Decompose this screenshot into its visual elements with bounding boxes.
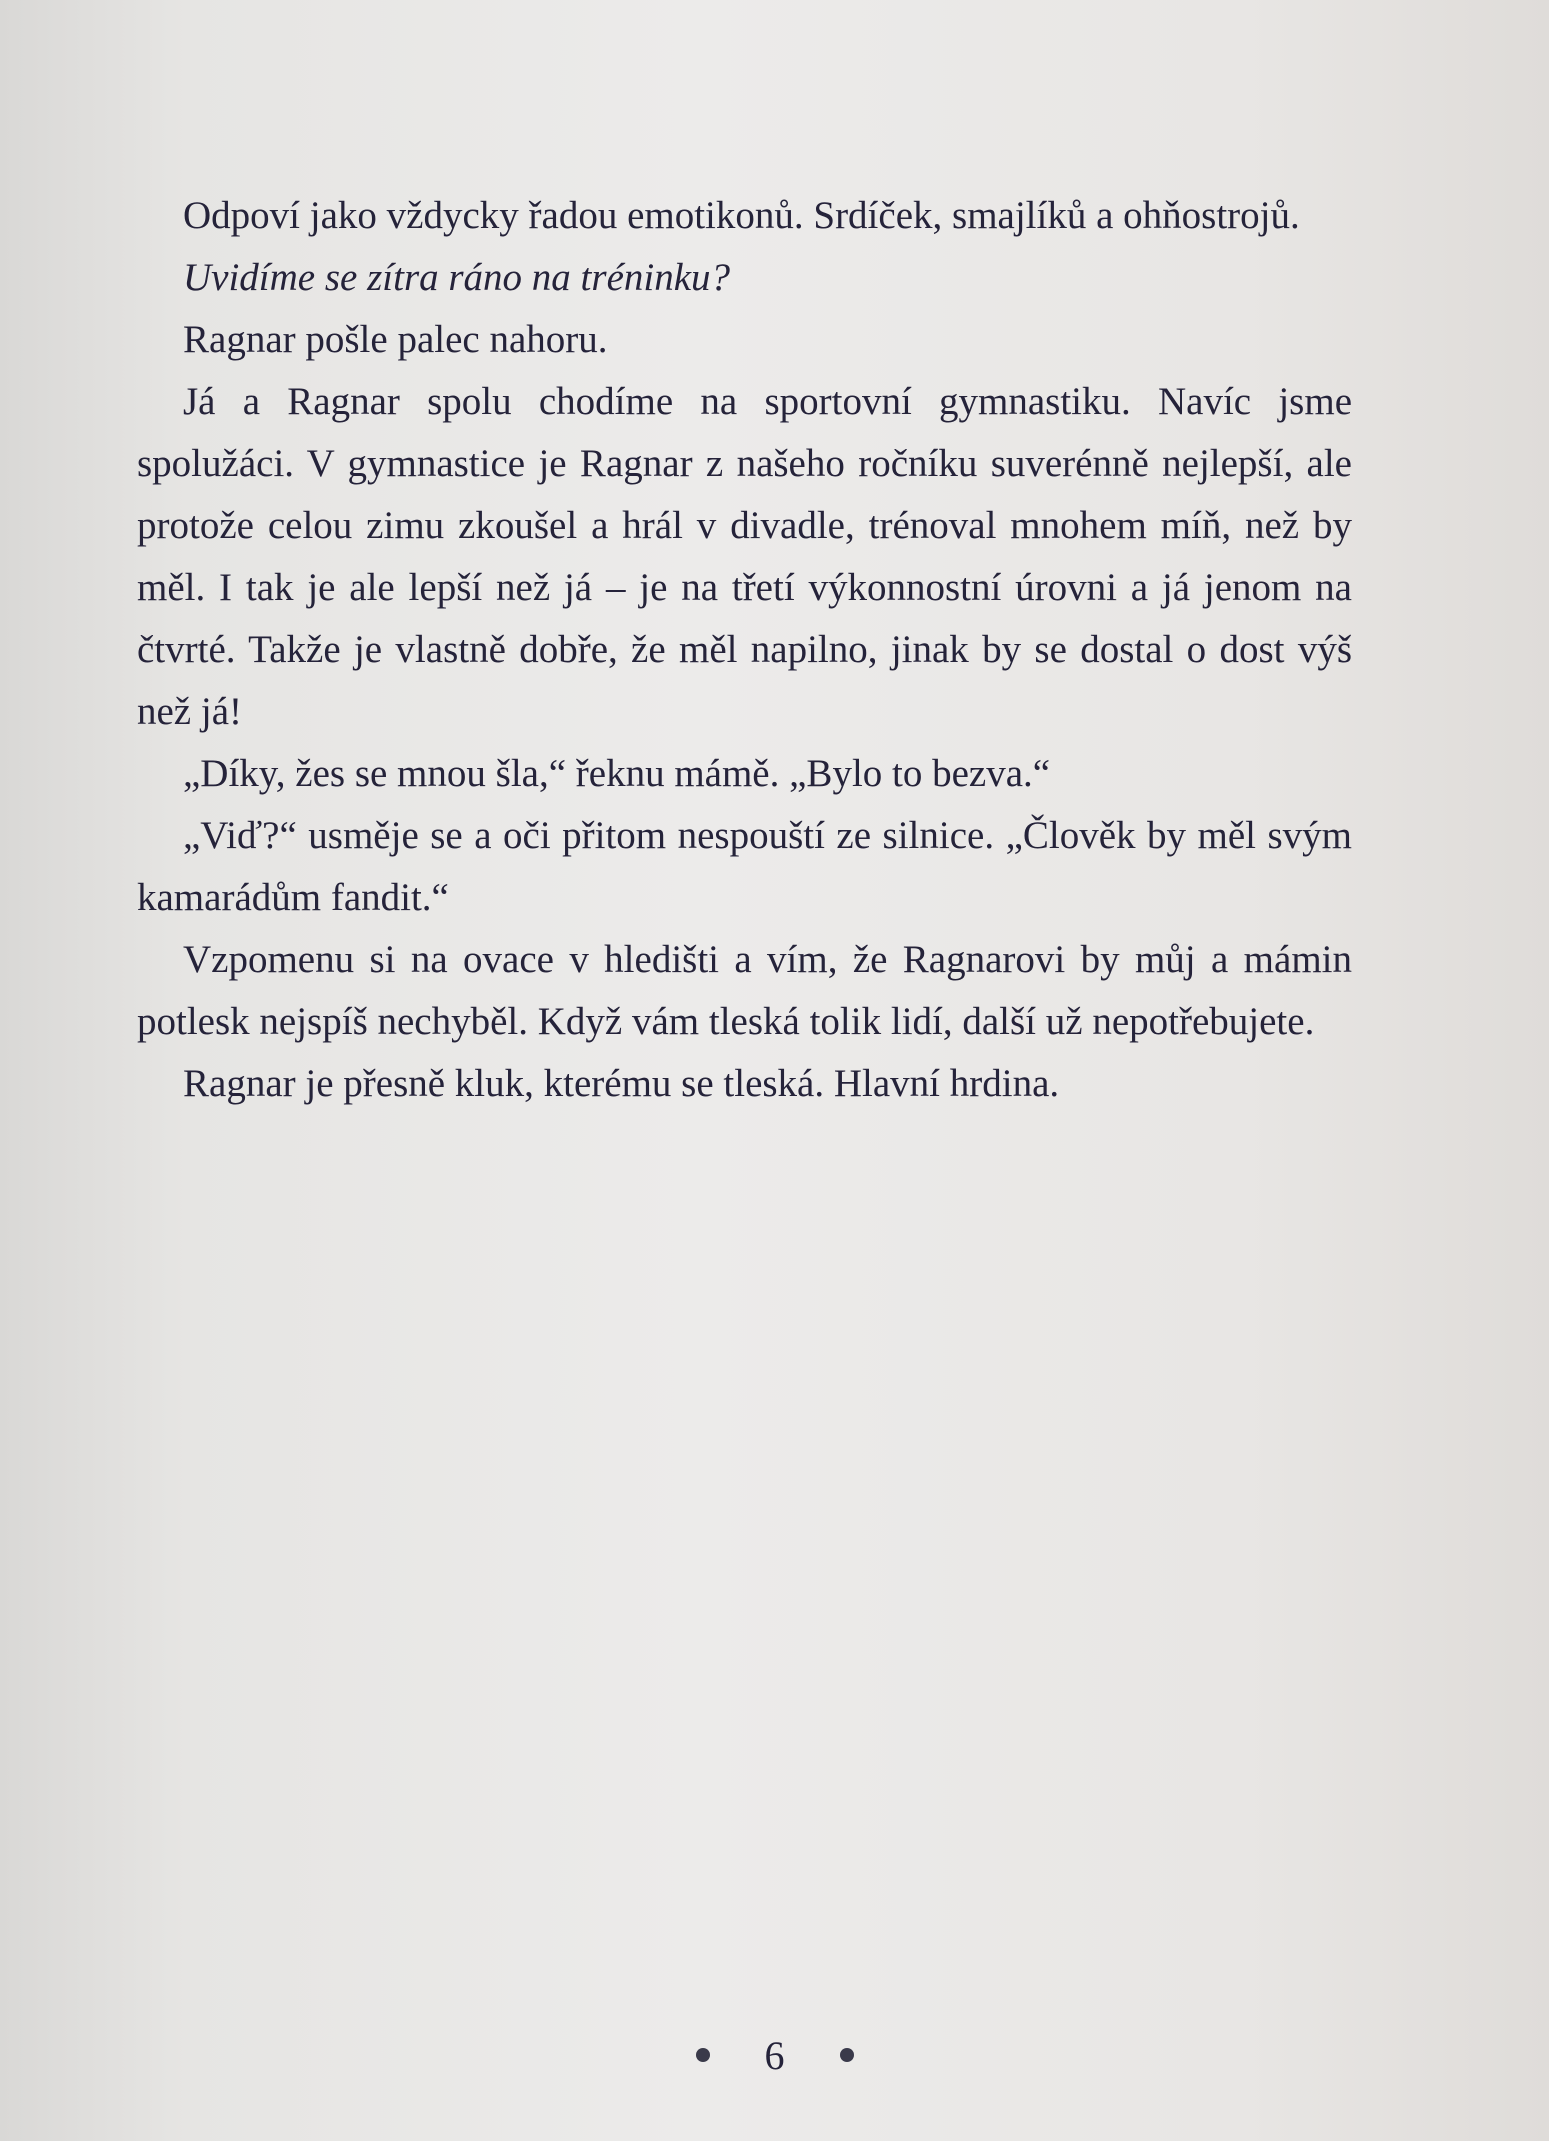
- paragraph-1: Odpoví jako vždycky řadou emotikonů. Srdíček, smajlíků a ohňostrojů.: [183, 194, 1300, 237]
- page-footer: [0, 2020, 1549, 2090]
- page-number: 6: [764, 2032, 785, 2078]
- paragraph-4: Já a Ragnar spolu chodíme na sportovní gymnastiku. Navíc jsme spolužáci. V gymnastice je Ragnar z našeho ročníku suverénně nejlepší, ale protože celou zimu zkoušel a hrál v divadle, trénoval mnohem míň, než by měl. I tak je ale lepší než já – je na třetí výkonnostní úrovni a já jenom na čtvrté. Takže je vlastně dobře, že měl napilno, jinak by se dostal o dost výš než já!: [137, 380, 1352, 733]
- paragraph-5: „Díky, žes se mnou šla,“ řeknu mámě. „Bylo to bezva.“: [183, 752, 1051, 795]
- paragraph-8: Ragnar je přesně kluk, kterému se tleská. Hlavní hrdina.: [183, 1062, 1060, 1105]
- paragraph-6: „Viď?“ usměje se a oči přitom nespouští ze silnice. „Člověk by měl svým kamarádům fandit.“: [137, 814, 1352, 919]
- paragraph-7: Vzpomenu si na ovace v hledišti a vím, že Ragnarovi by můj a mámin potlesk nejspíš nechyběl. Když vám tleská tolik lidí, další už nepotřebujete.: [137, 938, 1352, 1043]
- left-dot-ornament: [696, 2048, 710, 2062]
- paragraph-3: Ragnar pošle palec nahoru.: [183, 318, 608, 361]
- body-text: [137, 185, 1352, 1115]
- paragraph-2-italic: Uvidíme se zítra ráno na tréninku?: [183, 256, 731, 299]
- right-dot-ornament: [840, 2048, 854, 2062]
